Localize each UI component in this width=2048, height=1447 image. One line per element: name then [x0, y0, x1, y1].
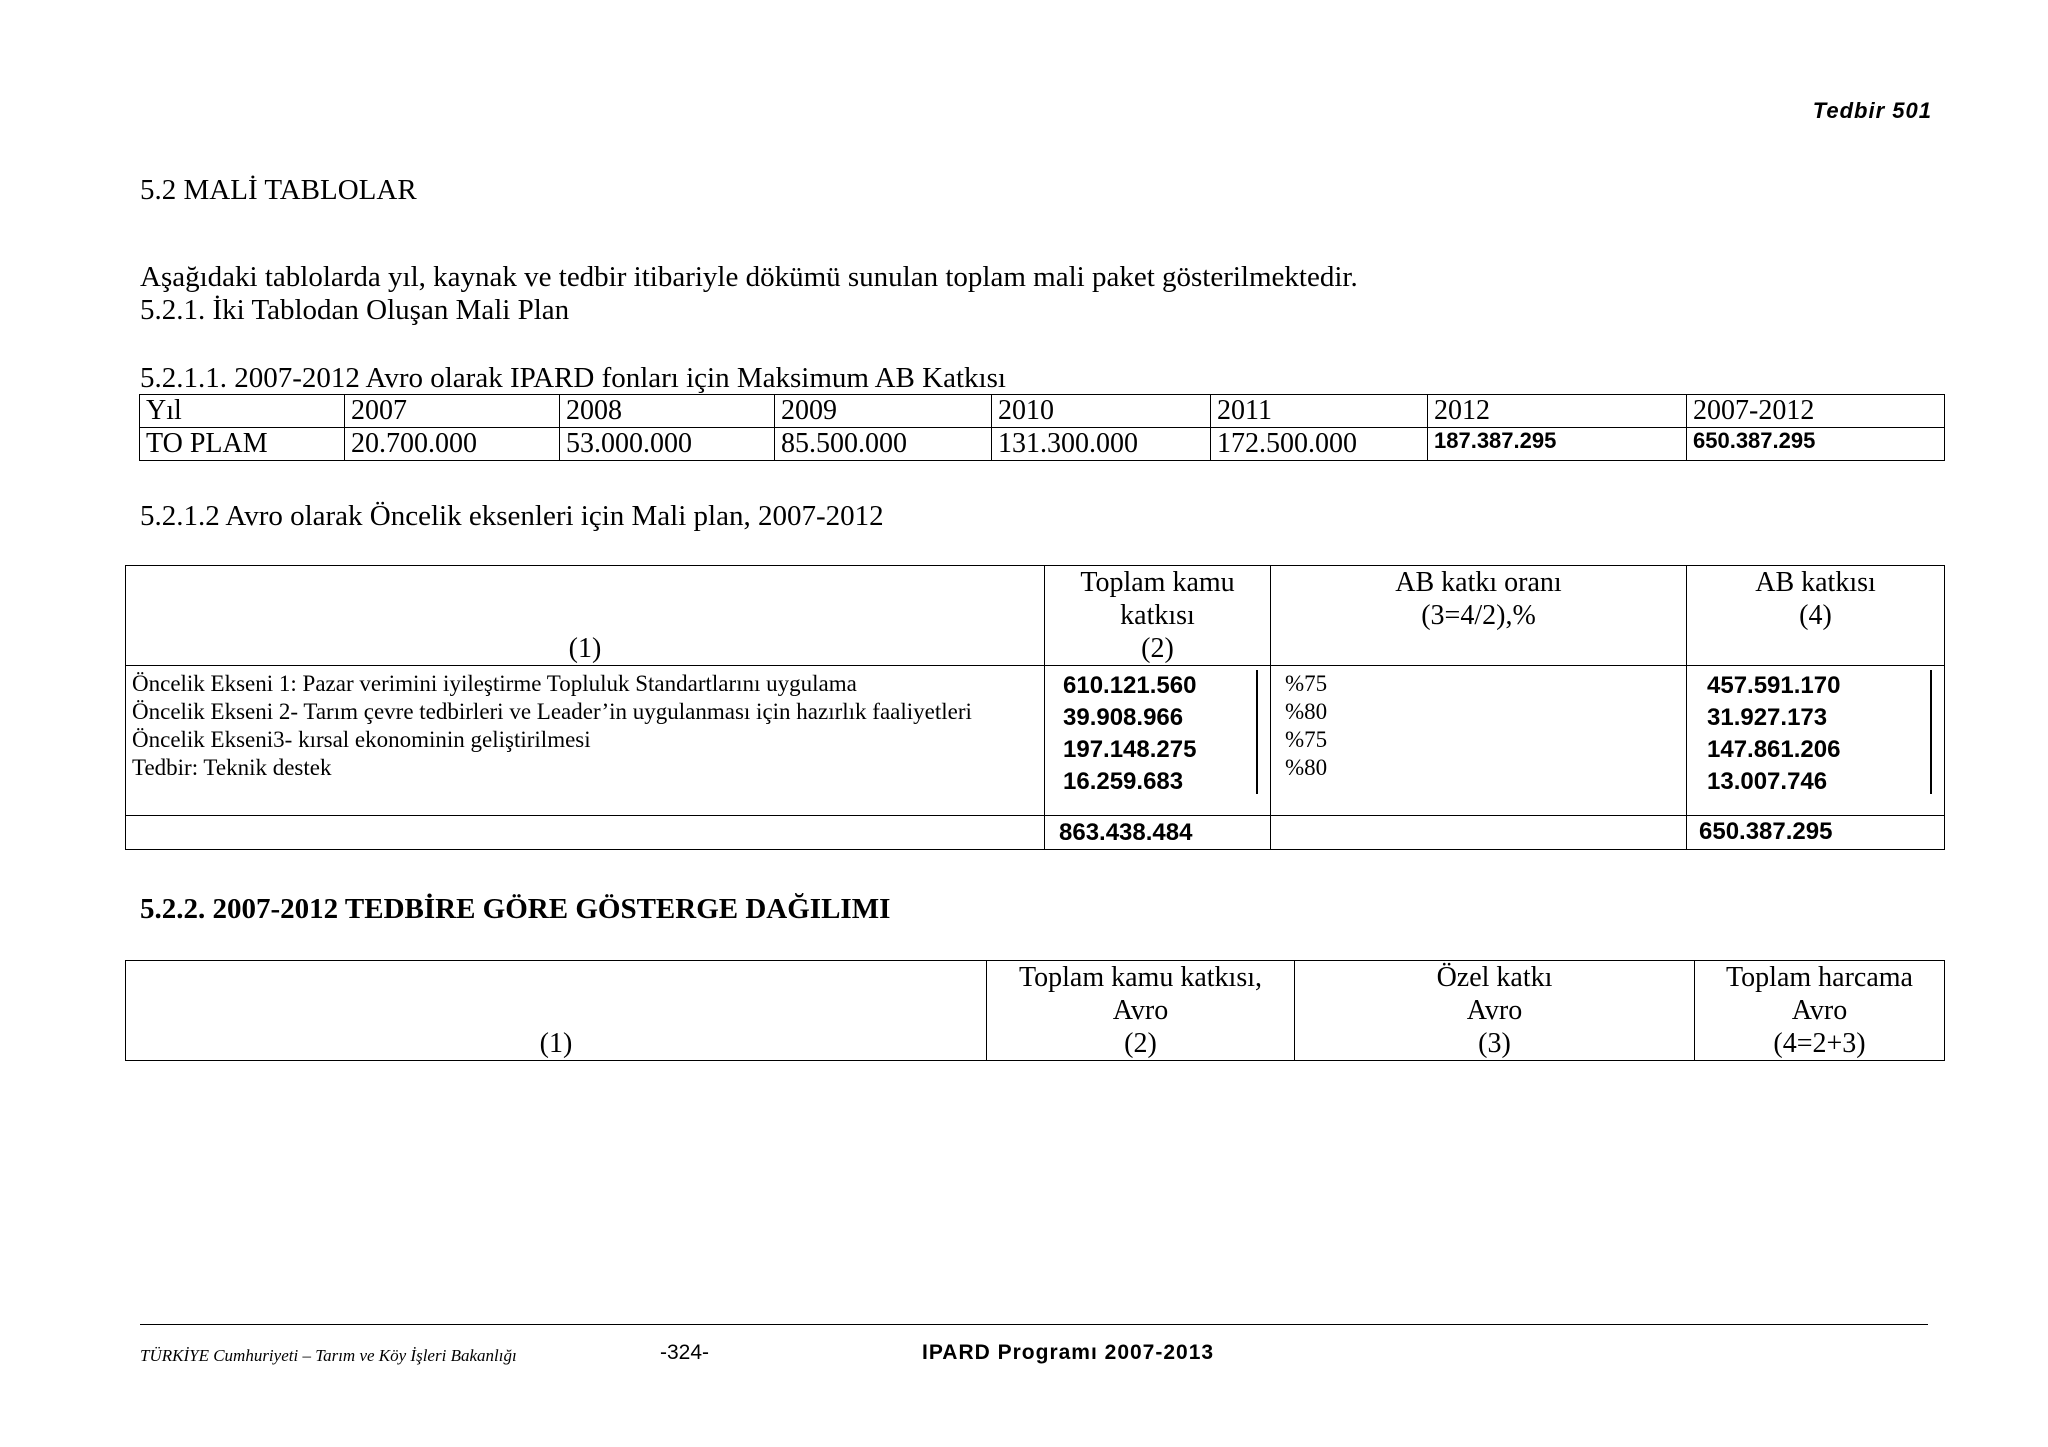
- eu-rate-cell: [1271, 666, 1687, 816]
- header-col3: [1271, 566, 1687, 666]
- total-rate-cell: [1271, 816, 1687, 850]
- header-cell: 2012: [1428, 395, 1687, 428]
- value-cell: 53.000.000: [560, 428, 775, 461]
- table-row: [140, 428, 1945, 461]
- header-col2-line1: Toplam kamu katkısı,: [1018, 962, 1262, 993]
- priority-axis-table: [125, 565, 1945, 850]
- eu-value: 31.927.173: [1707, 704, 1828, 731]
- public-contribution-cell: [1045, 666, 1271, 816]
- subsection-title-indicators: 5.2.2. 2007-2012 TEDBİRE GÖRE GÖSTERGE DAĞILIMI: [140, 893, 891, 925]
- measure-label: Tedbir 501: [1812, 98, 1932, 123]
- value-cell: 85.500.000: [775, 428, 992, 461]
- public-value: 197.148.275: [1063, 736, 1197, 763]
- eu-value: 457.591.170: [1707, 672, 1841, 699]
- header-cell: 2009: [775, 395, 992, 428]
- header-cell: 2010: [992, 395, 1211, 428]
- eu-value: 147.861.206: [1707, 736, 1841, 763]
- header-col2-line2: katkısı: [1120, 600, 1195, 631]
- indicator-distribution-table: [125, 960, 1945, 1061]
- header-col2-line2: Avro: [1112, 995, 1169, 1026]
- header-col2: [987, 961, 1295, 1061]
- axis-label: Öncelik Ekseni 1: Pazar verimini iyileştirme Topluluk Standartlarını uygulama: [132, 671, 857, 696]
- header-col4-line1: Toplam harcama: [1726, 962, 1913, 993]
- axis-labels-cell: [126, 666, 1045, 816]
- axis-label: Öncelik Ekseni3- kırsal ekonominin geliştirilmesi: [132, 727, 591, 752]
- footer-divider: [140, 1324, 1928, 1325]
- header-col3: [1295, 961, 1695, 1061]
- header-col1: (1): [126, 961, 987, 1061]
- header-col2-line3: (2): [1141, 633, 1174, 664]
- axis-label: Tedbir: Teknik destek: [132, 755, 332, 780]
- table-total-row: [126, 816, 1945, 850]
- cell-divider: [1256, 670, 1258, 794]
- section-title: 5.2 MALİ TABLOLAR: [140, 174, 417, 206]
- subsection-title-plan: 5.2.1. İki Tablodan Oluşan Mali Plan: [140, 294, 570, 326]
- cell-divider: [1930, 670, 1932, 794]
- table-header-row: [126, 566, 1945, 666]
- header-col4: [1695, 961, 1945, 1061]
- table2-caption: 5.2.1.2 Avro olarak Öncelik eksenleri için Mali plan, 2007-2012: [140, 500, 884, 532]
- value-cell: 20.700.000: [345, 428, 560, 461]
- header-col3-line1: Özel katkı: [1436, 962, 1553, 993]
- rate-value: %80: [1285, 699, 1328, 724]
- header-col3-line2: Avro: [1466, 995, 1523, 1026]
- total-public: 863.438.484: [1045, 816, 1271, 850]
- header-col4-line2: (4): [1799, 600, 1832, 631]
- header-col2: [1045, 566, 1271, 666]
- value-cell: 172.500.000: [1211, 428, 1428, 461]
- table-body-row: [126, 666, 1945, 816]
- header-col4: [1687, 566, 1945, 666]
- header-col2-line3: (2): [1124, 1028, 1157, 1059]
- value-cell: 131.300.000: [992, 428, 1211, 461]
- rate-value: %75: [1285, 727, 1328, 752]
- footer-program: IPARD Programı 2007-2013: [922, 1341, 1215, 1364]
- table-header-row: [126, 961, 1945, 1061]
- axis-label: Öncelik Ekseni 2- Tarım çevre tedbirleri ve Leader’in uygulanması için hazırlık faaliyetleri: [132, 699, 972, 724]
- footer-ministry: TÜRKİYE Cumhuriyeti – Tarım ve Köy İşleri Bakanlığı: [140, 1346, 517, 1365]
- annual-contribution-table: [139, 394, 1945, 461]
- public-value: 610.121.560: [1063, 672, 1197, 699]
- footer-page-number: -324-: [660, 1341, 710, 1364]
- eu-value: 13.007.746: [1707, 768, 1828, 795]
- header-cell: 2011: [1211, 395, 1428, 428]
- eu-contribution-cell: [1687, 666, 1945, 816]
- header-cell: 2007-2012: [1687, 395, 1945, 428]
- value-cell: 650.387.295: [1687, 428, 1945, 461]
- table1-caption: 5.2.1.1. 2007-2012 Avro olarak IPARD fonları için Maksimum AB Katkısı: [140, 362, 1006, 394]
- header-col3-line1: AB katkı oranı: [1395, 567, 1562, 598]
- header-cell: 2007: [345, 395, 560, 428]
- intro-paragraph: Aşağıdaki tablolarda yıl, kaynak ve tedbir itibariyle dökümü sunulan toplam mali paket gösterilmektedir.: [140, 261, 1358, 293]
- table-header-row: [140, 395, 1945, 428]
- total-label-cell: [126, 816, 1045, 850]
- value-cell: 187.387.295: [1428, 428, 1687, 461]
- header-col3-line3: (3): [1478, 1028, 1511, 1059]
- header-col4-line1: AB katkısı: [1755, 567, 1876, 598]
- header-col2-line1: Toplam kamu: [1080, 567, 1235, 598]
- header-cell: 2008: [560, 395, 775, 428]
- row-label: TO PLAM: [140, 428, 345, 461]
- public-value: 39.908.966: [1063, 704, 1184, 731]
- public-value: 16.259.683: [1063, 768, 1184, 795]
- header-col4-line3: (4=2+3): [1773, 1028, 1866, 1059]
- total-eu: 650.387.295: [1687, 816, 1945, 850]
- header-col3-line2: (3=4/2),%: [1421, 600, 1536, 631]
- header-cell: Yıl: [140, 395, 345, 428]
- header-col1: (1): [126, 566, 1045, 666]
- rate-value: %75: [1285, 671, 1328, 696]
- header-col4-line2: Avro: [1791, 995, 1848, 1026]
- rate-value: %80: [1285, 755, 1328, 780]
